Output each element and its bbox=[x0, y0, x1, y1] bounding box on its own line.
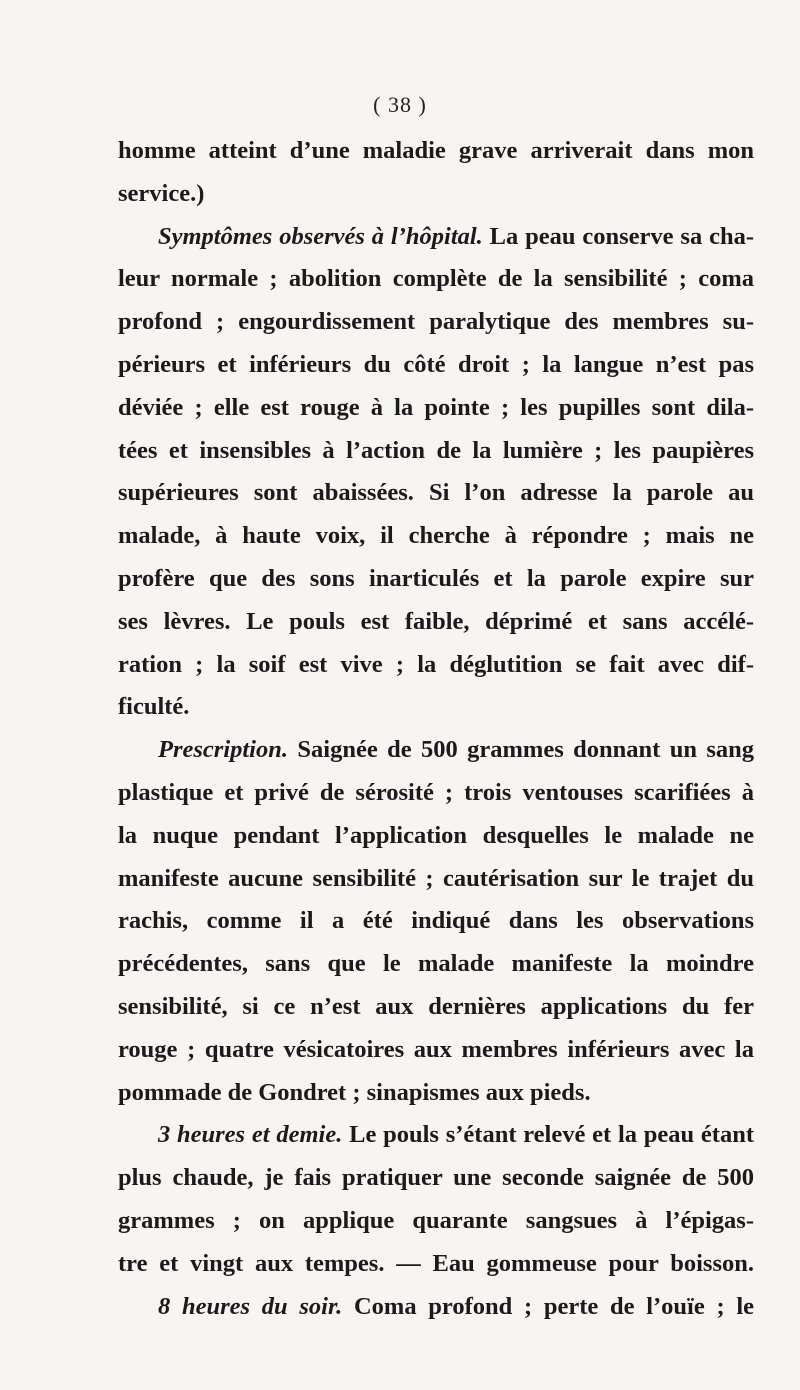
body-text bbox=[118, 130, 754, 1328]
text-line: la nuque pendant l’application desquelles le malade ne bbox=[118, 821, 754, 849]
text-line: profond ; engourdissement paralytique des membres su- bbox=[118, 308, 754, 336]
text-line: malade, à haute voix, il cherche à répondre ; mais ne bbox=[118, 522, 754, 550]
line-text: Saignée de 500 grammes donnant un sang bbox=[288, 736, 754, 764]
text-line: service.) bbox=[118, 179, 205, 207]
text-line: précédentes, sans que le malade manifeste la moindre bbox=[118, 950, 754, 978]
text-line: grammes ; on applique quarante sangsues à l’épigas- bbox=[118, 1206, 754, 1234]
text-line: plus chaude, je fais pratiquer une seconde saignée de 500 bbox=[118, 1164, 754, 1192]
text-line: ration ; la soif est vive ; la déglutition se fait avec dif- bbox=[118, 650, 754, 678]
line-text: Le pouls s’étant relevé et la peau étant bbox=[342, 1121, 754, 1149]
text-line bbox=[118, 1286, 754, 1329]
text-line bbox=[118, 1114, 754, 1157]
text-line: rachis, comme il a été indiqué dans les observations bbox=[118, 907, 754, 935]
text-line: rouge ; quatre vésicatoires aux membres inférieurs avec la bbox=[118, 1035, 754, 1063]
line-text: Coma profond ; perte de l’ouïe ; le bbox=[342, 1292, 754, 1320]
line-text: La peau conserve sa cha- bbox=[482, 222, 754, 250]
text-line: manifeste aucune sensibilité ; cautérisation sur le trajet du bbox=[118, 864, 754, 892]
text-line bbox=[118, 216, 754, 259]
text-line: tées et insensibles à l’action de la lumière ; les paupières bbox=[118, 436, 754, 464]
section-lead: 3 heures et demie. bbox=[158, 1121, 343, 1149]
text-line: sensibilité, si ce n’est aux dernières applications du fer bbox=[118, 992, 754, 1020]
text-line bbox=[118, 729, 754, 772]
text-line: leur normale ; abolition complète de la sensibilité ; coma bbox=[118, 265, 754, 293]
text-line: ses lèvres. Le pouls est faible, déprimé et sans accélé- bbox=[118, 607, 754, 635]
text-line: pommade de Gondret ; sinapismes aux pieds. bbox=[118, 1078, 591, 1106]
section-lead: 8 heures du soir. bbox=[158, 1292, 343, 1320]
text-line: homme atteint d’une maladie grave arriverait dans mon bbox=[118, 137, 754, 164]
section-lead: Prescription. bbox=[158, 736, 288, 764]
text-line: déviée ; elle est rouge à la pointe ; les pupilles sont dila- bbox=[118, 393, 754, 421]
section-lead: Symptômes observés à l’hôpital. bbox=[158, 222, 483, 250]
text-line: profère que des sons inarticulés et la parole expire sur bbox=[118, 564, 754, 592]
page-number: ( 38 ) bbox=[373, 92, 427, 117]
text-line: ficulté. bbox=[118, 693, 190, 721]
text-line: supérieures sont abaissées. Si l’on adresse la parole au bbox=[118, 479, 754, 507]
text-line: périeurs et inférieurs du côté droit ; la langue n’est pas bbox=[118, 350, 754, 378]
text-line: tre et vingt aux tempes. — Eau gommeuse pour boisson. bbox=[118, 1249, 754, 1277]
text-line: plastique et privé de sérosité ; trois ventouses scarifiées à bbox=[118, 778, 754, 806]
